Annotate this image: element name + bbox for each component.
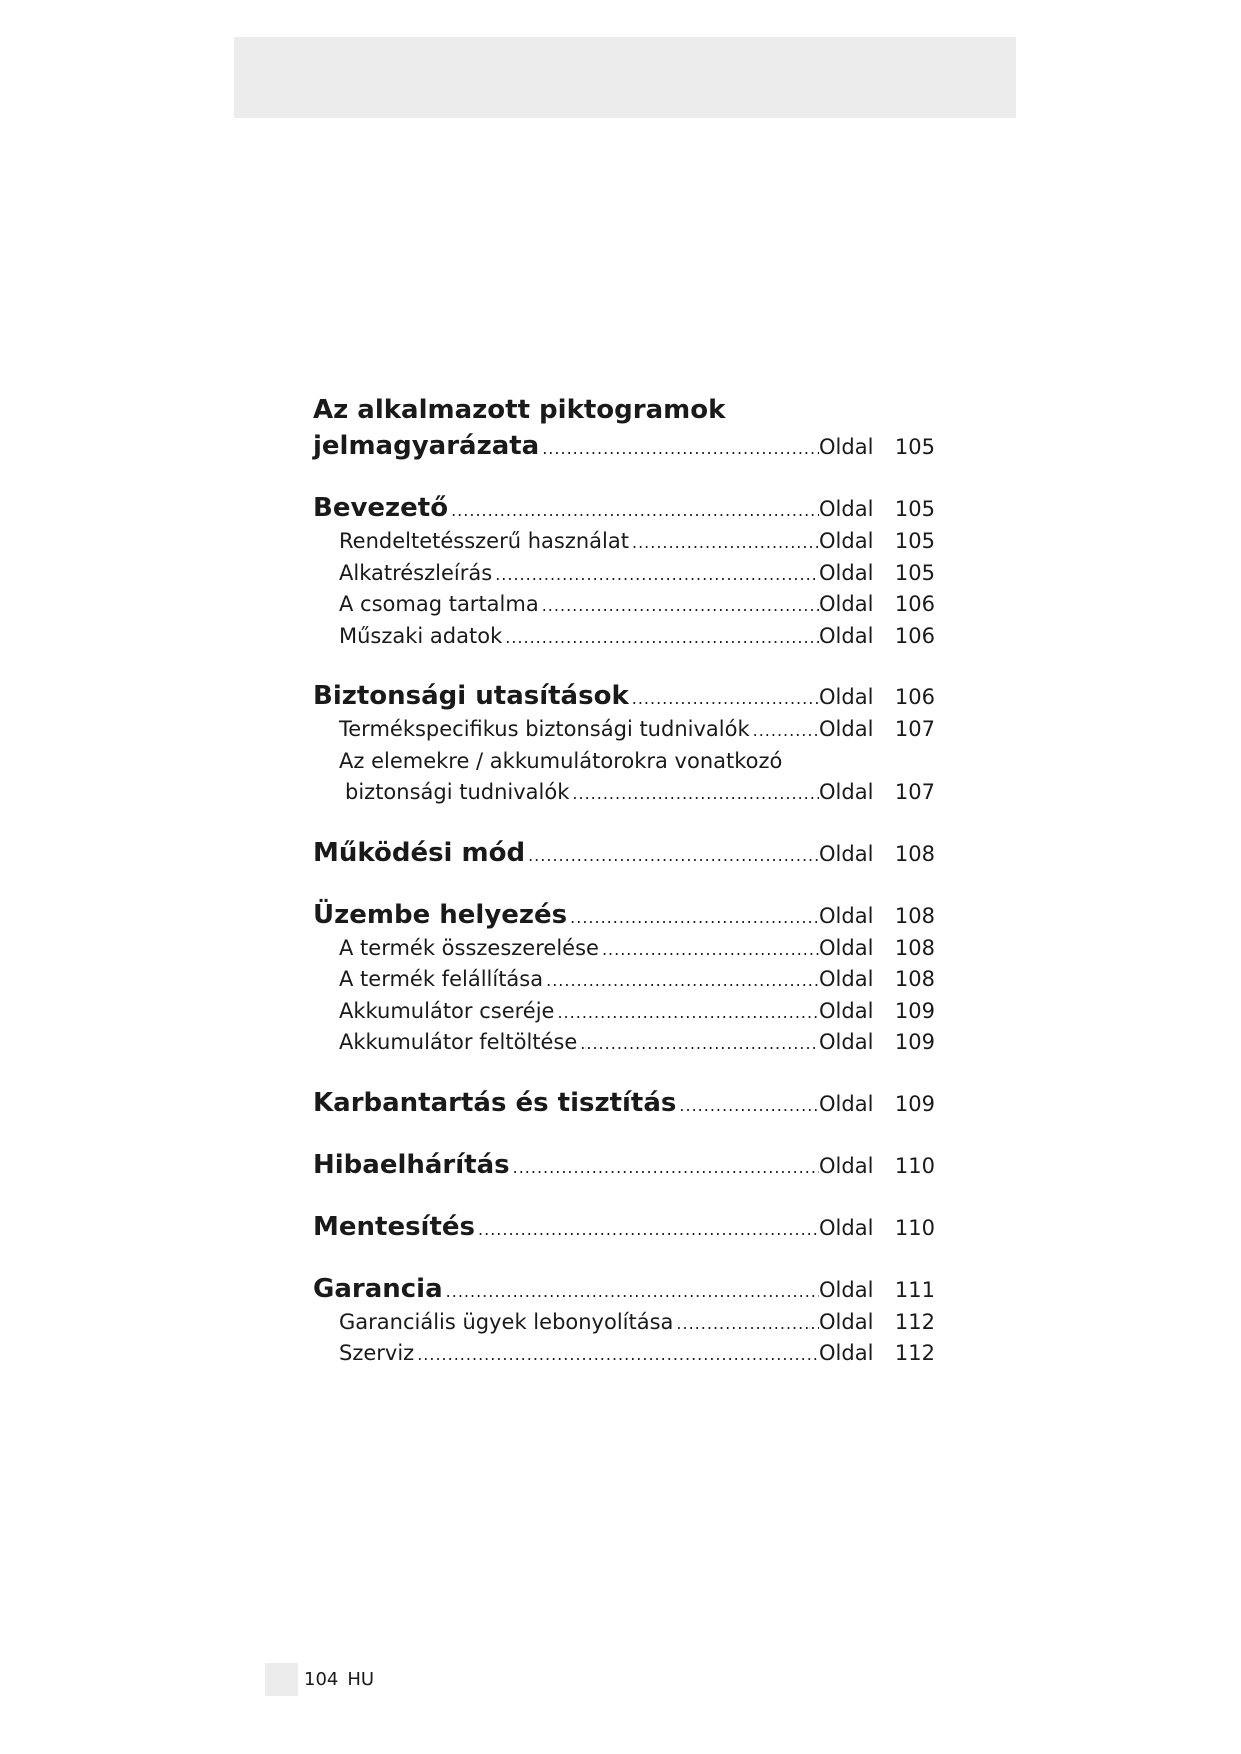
toc-section-label: Mentesítés: [313, 1211, 476, 1242]
toc-sub-row[interactable]: [313, 592, 935, 624]
toc-page-number: 112: [894, 1309, 935, 1334]
toc-leader-dots: [495, 565, 819, 584]
toc-page-number: 106: [894, 623, 935, 648]
toc-sub-label: biztonsági tudnivalók: [345, 780, 570, 804]
toc-section-label: Karbantartás és tisztítás: [313, 1087, 677, 1118]
toc-group-disposal: [313, 1212, 935, 1248]
toc-page-word: Oldal: [819, 935, 874, 960]
toc-sub-label: A termék összeszerelése: [339, 935, 599, 960]
toc-leader-dots: [446, 1282, 819, 1301]
toc-leader-dots: [513, 1158, 819, 1177]
toc-page-word: Oldal: [819, 623, 874, 648]
toc-group-pictograms: [313, 395, 935, 467]
toc-group-introduction: [313, 493, 935, 655]
toc-leader-dots: [557, 1003, 819, 1022]
toc-page-number: 107: [894, 780, 935, 804]
page-footer: [265, 1663, 374, 1696]
toc-section-label: Az alkalmazott piktogramok: [313, 395, 726, 425]
toc-section-row[interactable]: [313, 493, 935, 529]
toc-sub-row[interactable]: [313, 1030, 935, 1062]
toc-section-label: Garancia: [313, 1273, 443, 1304]
toc-leader-dots: [679, 1096, 819, 1115]
footer-page-number: 104: [304, 1669, 339, 1690]
toc-leader-dots: [528, 846, 819, 865]
toc-section-row[interactable]: [313, 838, 935, 874]
toc-page-number: 105: [894, 529, 935, 553]
toc-page-number: 107: [894, 717, 935, 741]
toc-section-label: Hibaelhárítás: [313, 1149, 510, 1180]
toc-section-row[interactable]: [313, 431, 935, 467]
toc-leader-dots: [753, 721, 819, 740]
toc-section-row[interactable]: [313, 1274, 935, 1310]
toc-page-word: Oldal: [819, 841, 874, 866]
toc-leader-dots: [570, 908, 819, 927]
toc-page-number: 108: [894, 841, 935, 866]
toc-group-troubleshooting: [313, 1150, 935, 1186]
toc-sub-label: Műszaki adatok: [339, 623, 503, 648]
toc-leader-dots: [505, 628, 819, 647]
toc-sub-label: Garanciális ügyek lebonyolítása: [339, 1309, 674, 1334]
toc-leader-dots: [417, 1345, 819, 1364]
toc-page-number: 109: [894, 998, 935, 1023]
header-band: [234, 37, 1016, 118]
toc-sub-label: Szerviz: [339, 1341, 415, 1365]
toc-group-operation: [313, 838, 935, 874]
toc-page-number: 108: [894, 903, 935, 928]
toc-page-word: Oldal: [819, 998, 874, 1023]
toc-section-row[interactable]: [313, 1150, 935, 1186]
toc-sub-label: Alkatrészleírás: [339, 560, 493, 585]
toc-leader-dots: [546, 971, 819, 990]
toc-group-maintenance: [313, 1088, 935, 1124]
toc-page-number: 109: [894, 1091, 935, 1116]
toc-group-setup: [313, 900, 935, 1062]
toc-page-word: Oldal: [819, 592, 874, 616]
toc-section-label: Üzembe helyezés: [313, 899, 568, 930]
toc-section-row[interactable]: [313, 900, 935, 936]
toc-page-word: Oldal: [819, 1153, 874, 1178]
toc-page-word: Oldal: [819, 560, 874, 585]
toc-page-number: 109: [894, 1030, 935, 1054]
toc-page-word: Oldal: [819, 780, 874, 804]
toc-leader-dots: [632, 689, 819, 708]
toc-leader-dots: [676, 1314, 819, 1333]
toc-leader-dots: [632, 533, 819, 552]
toc-section-label: Működési mód: [313, 837, 526, 868]
toc-leader-dots: [602, 940, 819, 959]
toc-leader-dots: [580, 1034, 819, 1053]
toc-page-number: 106: [894, 685, 935, 709]
toc-leader-dots: [542, 439, 819, 458]
toc-page-number: 105: [894, 560, 935, 585]
toc-page-word: Oldal: [819, 497, 874, 521]
toc-page-number: 105: [894, 435, 935, 459]
table-of-contents: [313, 395, 935, 1399]
toc-section-row[interactable]: [313, 1212, 935, 1248]
toc-section-row[interactable]: [313, 1088, 935, 1124]
toc-sub-row-line1[interactable]: [313, 749, 935, 781]
toc-leader-dots: [542, 596, 819, 615]
toc-section-title[interactable]: [313, 395, 935, 431]
footer-marker: [265, 1663, 298, 1696]
toc-page-word: Oldal: [819, 1091, 874, 1116]
toc-page-number: 108: [894, 967, 935, 991]
toc-sub-row[interactable]: [313, 780, 935, 812]
toc-sub-row[interactable]: [313, 1341, 935, 1373]
toc-group-warranty: [313, 1274, 935, 1373]
toc-page-word: Oldal: [819, 1030, 874, 1054]
toc-sub-row[interactable]: [313, 529, 935, 561]
toc-sub-row[interactable]: [313, 999, 935, 1031]
toc-group-safety: [313, 681, 935, 812]
toc-page-word: Oldal: [819, 435, 874, 459]
toc-leader-dots: [572, 784, 819, 803]
toc-page-number: 110: [894, 1215, 935, 1240]
toc-sub-label: Akkumulátor feltöltése: [339, 1030, 578, 1054]
toc-sub-row[interactable]: [313, 624, 935, 656]
toc-page-word: Oldal: [819, 903, 874, 928]
toc-sub-row[interactable]: [313, 967, 935, 999]
toc-page-number: 111: [894, 1277, 935, 1302]
toc-page-word: Oldal: [819, 1215, 874, 1240]
toc-sub-label: A csomag tartalma: [339, 592, 539, 616]
footer-language: HU: [347, 1669, 375, 1690]
toc-page-word: Oldal: [819, 529, 874, 553]
toc-leader-dots: [478, 1220, 819, 1239]
toc-sub-label: Termékspecifikus biztonsági tudnivalók: [339, 717, 750, 741]
toc-sub-label: Rendeltetésszerű használat: [339, 529, 629, 553]
toc-section-label: jelmagyarázata: [313, 431, 540, 461]
toc-sub-label: Akkumulátor cseréje: [339, 998, 555, 1023]
toc-section-label: Bevezető: [313, 493, 449, 523]
toc-sub-label: A termék felállítása: [339, 967, 544, 991]
toc-page-word: Oldal: [819, 1309, 874, 1334]
toc-page-number: 106: [894, 592, 935, 616]
toc-page-word: Oldal: [819, 1341, 874, 1365]
toc-page-number: 112: [894, 1341, 935, 1365]
toc-page-number: 108: [894, 935, 935, 960]
toc-sub-row[interactable]: [313, 1310, 935, 1342]
toc-sub-row[interactable]: [313, 936, 935, 968]
toc-page-number: 110: [894, 1153, 935, 1178]
toc-sub-row[interactable]: [313, 561, 935, 593]
toc-page-word: Oldal: [819, 1277, 874, 1302]
toc-section-label: Biztonsági utasítások: [313, 681, 629, 711]
toc-page-number: 105: [894, 497, 935, 521]
toc-page-word: Oldal: [819, 967, 874, 991]
toc-sub-row[interactable]: [313, 717, 935, 749]
toc-section-row[interactable]: [313, 681, 935, 717]
toc-page-word: Oldal: [819, 717, 874, 741]
toc-page-word: Oldal: [819, 685, 874, 709]
toc-leader-dots: [451, 501, 819, 520]
toc-sub-label: Az elemekre / akkumulátorokra vonatkozó: [339, 748, 783, 773]
